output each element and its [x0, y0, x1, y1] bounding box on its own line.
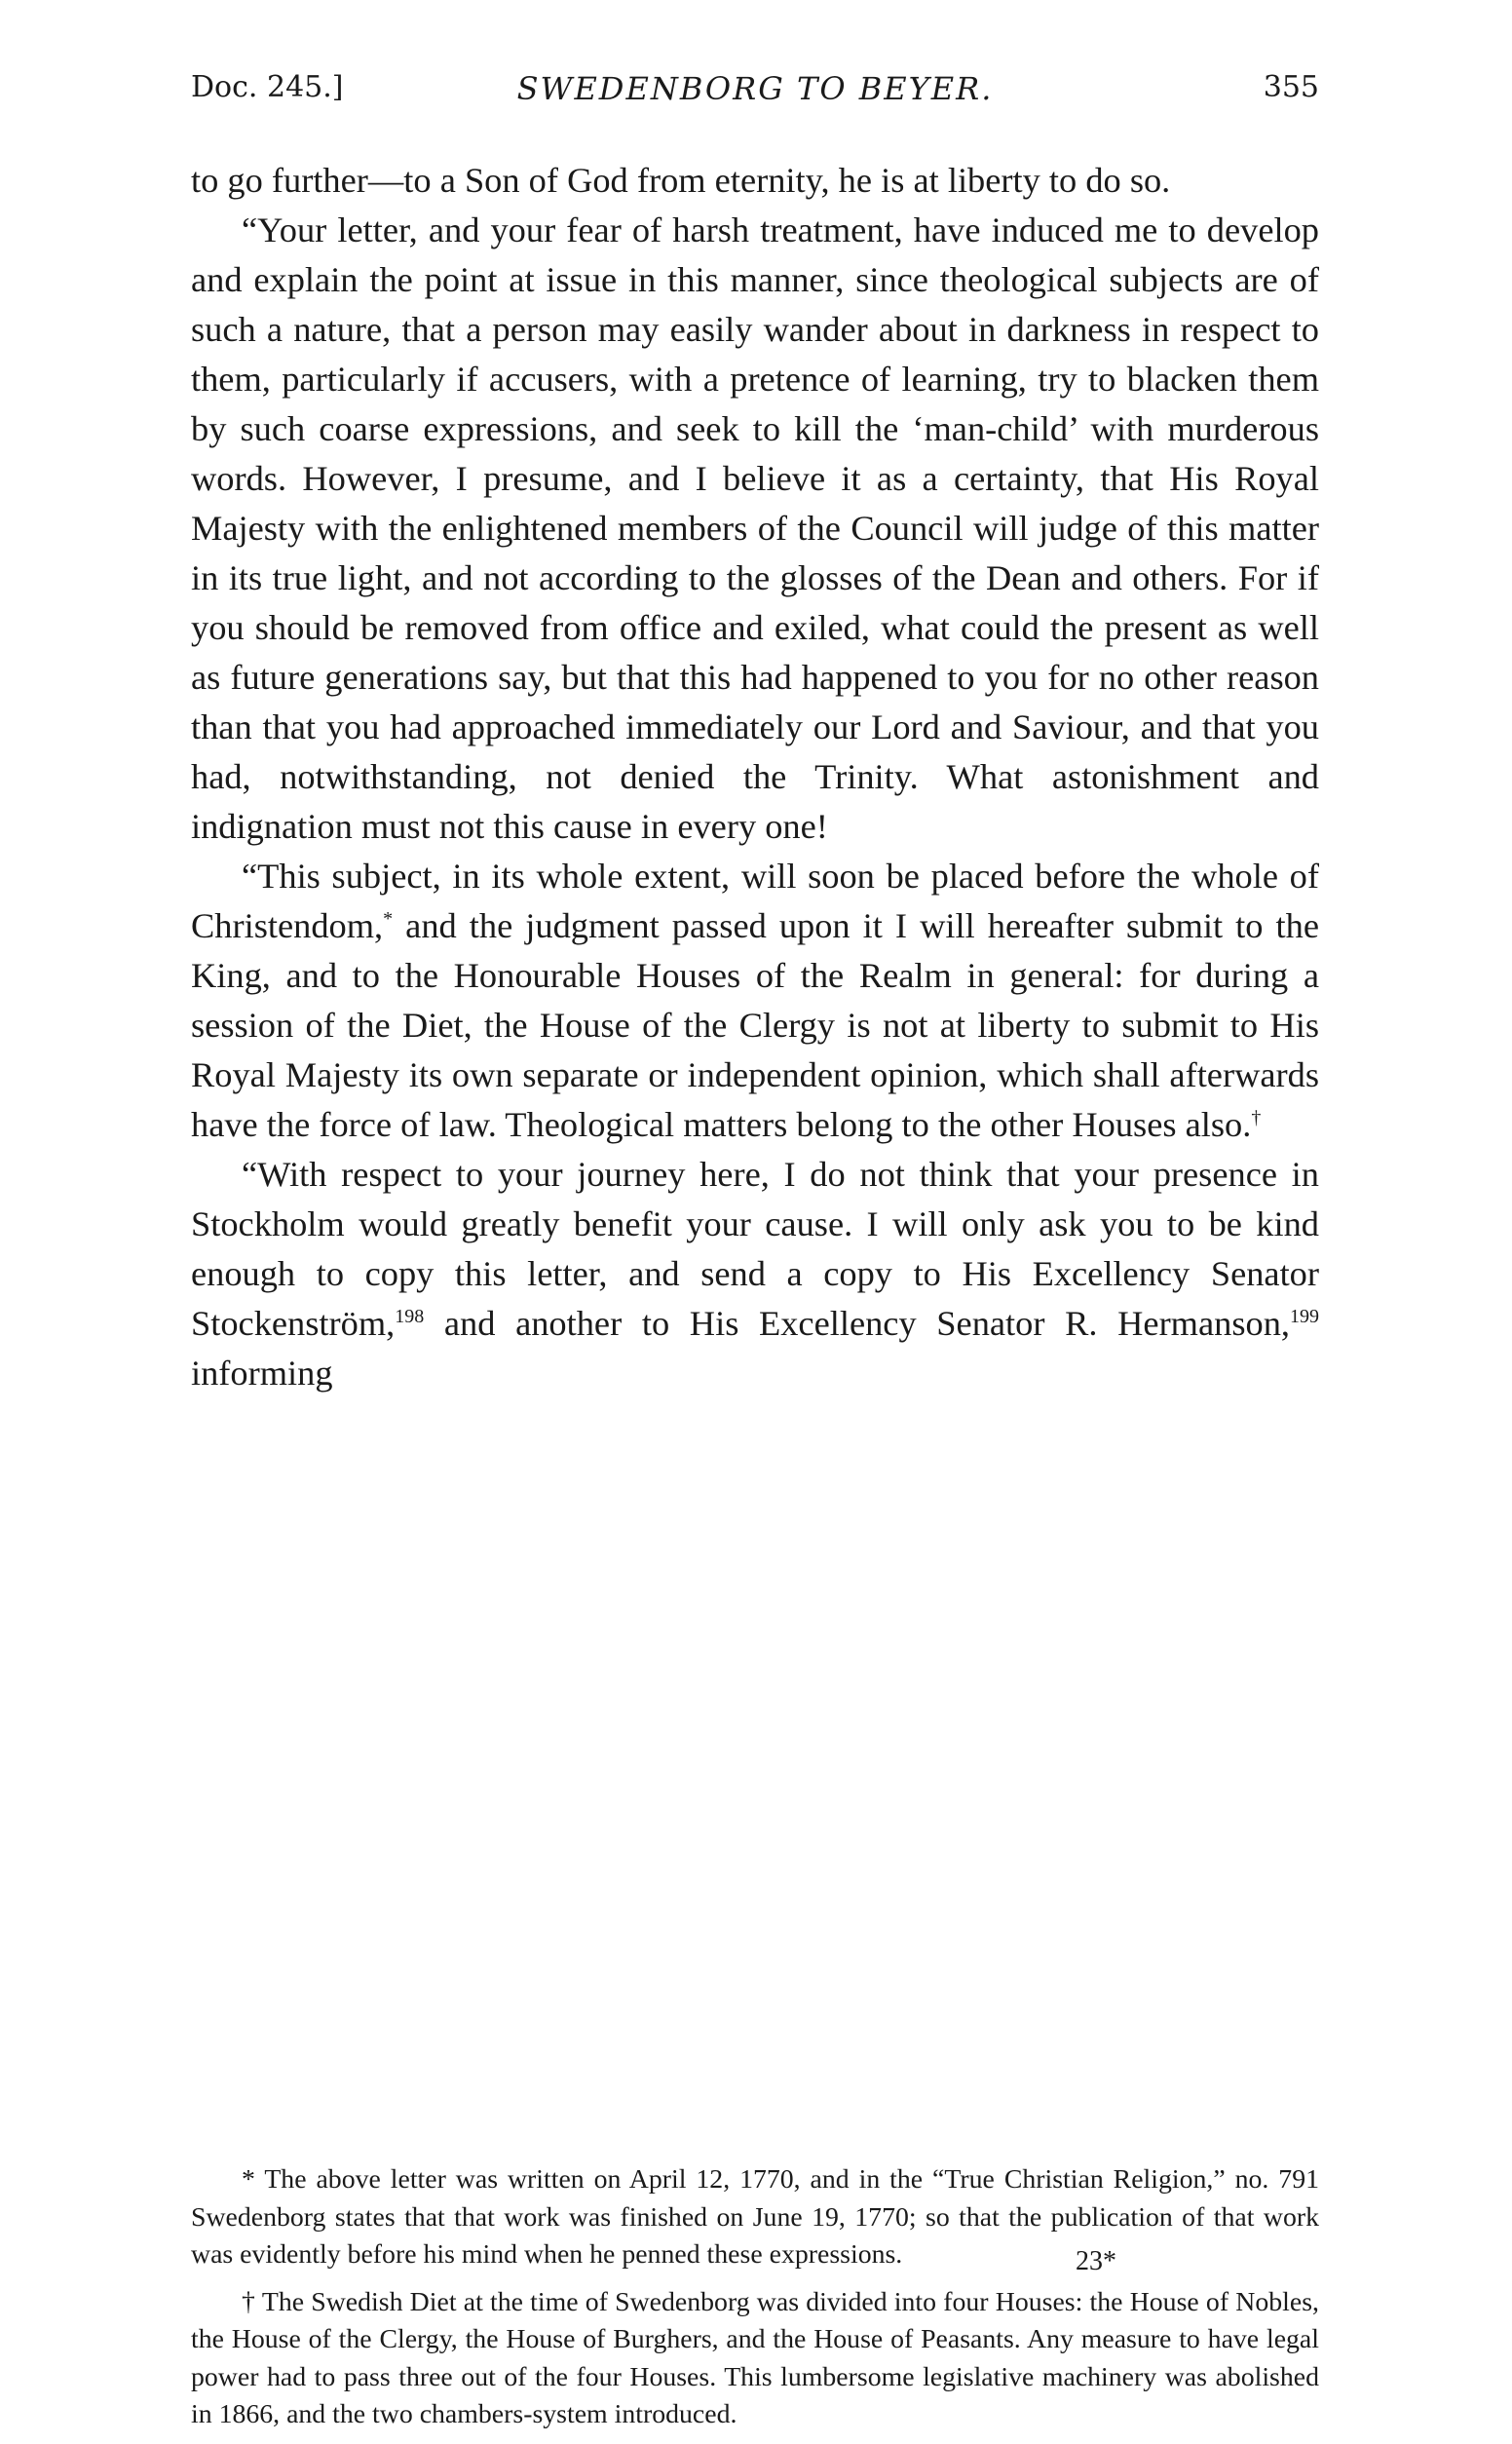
paragraph-4-text-a: “With respect to your journey here, I do not think that your presence in Stockholm would greatly benefit your cause. I will only ask you to be kind enough to copy this letter, and send a copy to His Excellency Senator Stockenström,	[191, 1155, 1319, 1343]
main-text	[191, 156, 1319, 1398]
paragraph-2: “Your letter, and your fear of harsh treatment, have induced me to develop and explain the point at issue in this manner, since theological subjects are of such a nature, that a person may easily wander about in darkness in respect to them, particularly if accusers, with a pretence of learning, try to blacken them by such coarse expressions, and seek to kill the ‘man-child’ with murderous words. However, I presume, and I believe it as a certainty, that His Royal Majesty with the enlightened members of the Council will judge of this matter in its true light, and not according to the glosses of the Dean and others. For if you should be removed from office and exiled, what could the present as well as future generations say, but that this had happened to you for no other reason than that you had approached immediately our Lord and Saviour, and that you had, notwithstanding, not denied the Trinity. What astonishment and indignation must not this cause in every one!	[191, 210, 1319, 846]
running-header	[191, 70, 1319, 119]
paragraph-4	[191, 1150, 1319, 1398]
signature-mark: 23*	[1076, 2246, 1116, 2276]
paragraph-3-text-a: “This subject, in its whole extent, will soon be placed before the whole of Christendom,	[191, 857, 1319, 945]
paragraph-3	[191, 852, 1319, 1150]
paragraph-4-text-c: informing	[191, 1354, 333, 1393]
footnote-asterisk: * The above letter was written on April 12, 1770, and in the “True Christian Religion,” no. 791 Swedenborg states that that work was finished on June 19, 1770; so that the publication of that work was evidently before his mind when he penned these expressions.	[191, 2164, 1319, 2270]
reference-198: 198	[395, 1305, 425, 1327]
document-number: Doc. 245.]	[191, 70, 344, 104]
footnote-mark-dagger: †	[1251, 1106, 1262, 1128]
paragraph-3-text-b: and the judgment passed upon it I will hereafter submit to the King, and to the Honourable Houses of the Realm in general: for during a session of the Diet, the House of the Clergy is not at liberty to submit to His Royal Majesty its own separate or independent opinion, which shall afterwards have the force of law. Theological matters belong to the other Houses also.	[191, 906, 1319, 1144]
footnotes	[191, 2161, 1319, 2444]
running-title: SWEDENBORG TO BEYER.	[516, 70, 994, 107]
page-number: 355	[1263, 70, 1319, 104]
reference-199: 199	[1290, 1305, 1319, 1327]
paragraph-4-text-b: and another to His Excellency Senator R. Hermanson,	[424, 1304, 1290, 1343]
footnote-mark-asterisk: *	[383, 907, 394, 930]
paragraph-1: to go further—to a Son of God from eternity, he is at liberty to do so.	[191, 161, 1171, 200]
footnote-dagger: † The Swedish Diet at the time of Swedenborg was divided into four Houses: the House of Nobles, the House of the Clergy, the House of Burghers, and the House of Peasants. Any measure to have legal power had to pass three out of the four Houses. This lumbersome legislative machinery was abolished in 1866, and the two chambers-system introduced.	[191, 2286, 1319, 2429]
